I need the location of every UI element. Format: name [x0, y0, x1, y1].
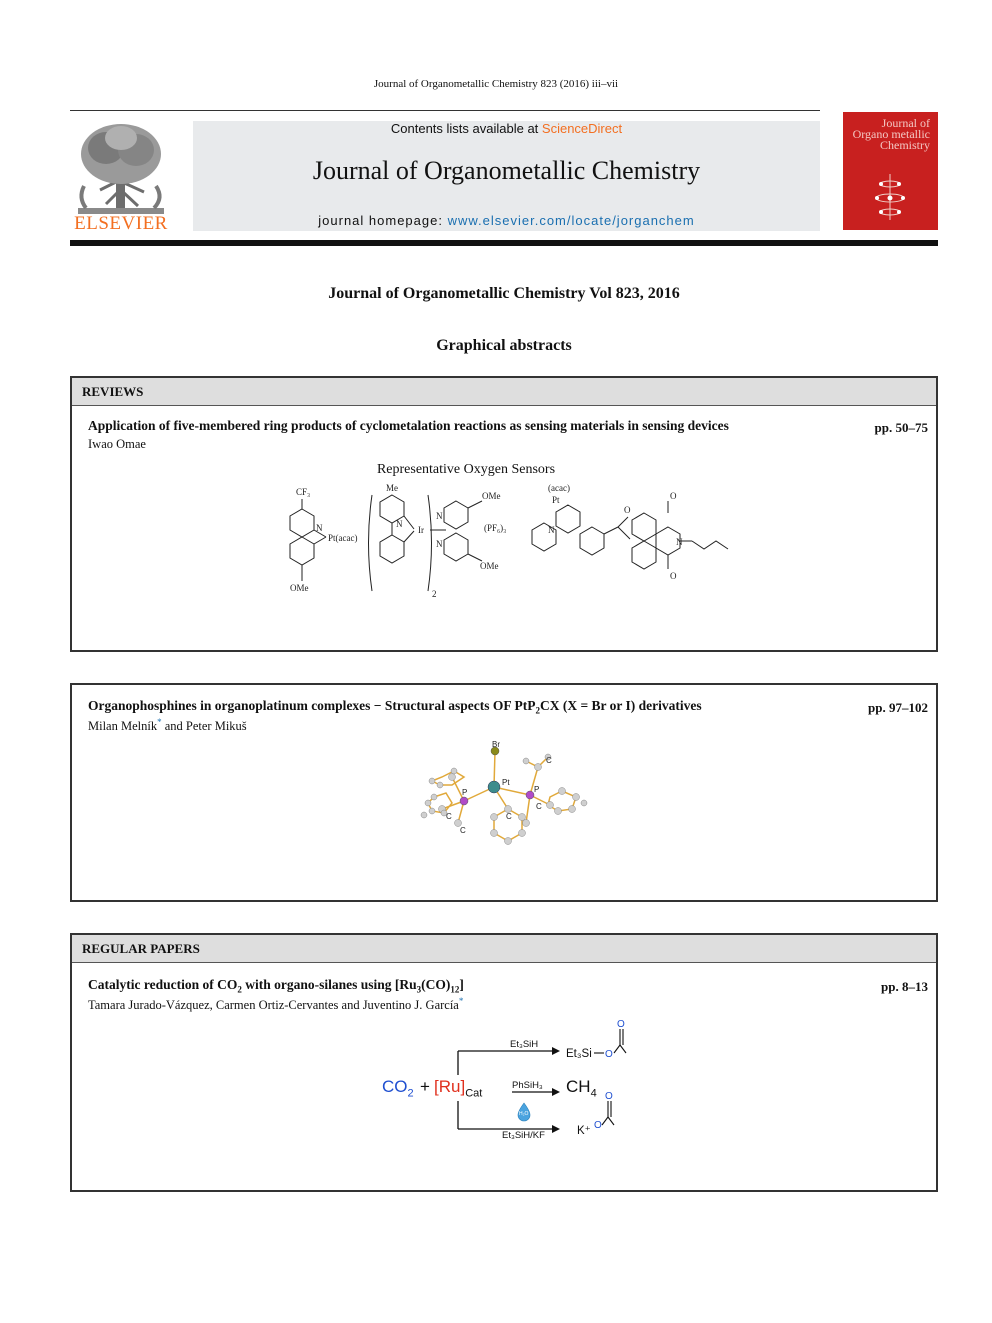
journal-cover	[843, 112, 938, 230]
plus-sign: +	[420, 1077, 430, 1096]
corresponding-author-icon[interactable]: *	[157, 717, 162, 727]
atom-label-pt: Pt	[502, 778, 510, 787]
homepage-link[interactable]: www.elsevier.com/locate/jorganchem	[447, 213, 695, 228]
atom-label-c1: C	[546, 756, 552, 765]
arrow-head-icon	[552, 1047, 560, 1055]
atom-label-c3: C	[460, 826, 466, 835]
contents-prefix: Contents lists available at	[390, 121, 542, 136]
atom-label-c4: C	[506, 812, 512, 821]
atom-label-br: Br	[492, 740, 500, 749]
label-acac: (acac)	[548, 483, 570, 493]
product-potassium-formate: K⁺	[577, 1125, 591, 1137]
title-part: with organo-silanes using [Ru	[241, 977, 417, 992]
phosphorus-atom-icon	[526, 791, 534, 799]
author-name: and Peter Mikuš	[161, 719, 247, 734]
article-authors	[88, 717, 247, 734]
arrow-head-icon	[552, 1125, 560, 1133]
cover-title: Journal of Organo metallic Chemistry	[852, 118, 930, 152]
ch-text: CH	[566, 1077, 591, 1096]
cover-molecule-icon	[843, 112, 938, 230]
contents-line	[193, 121, 820, 136]
label-n-ir: N	[396, 519, 403, 529]
platinum-atom-icon	[488, 781, 500, 793]
section-header-reviews: REVIEWS	[72, 378, 936, 406]
figure-caption: Representative Oxygen Sensors	[376, 462, 556, 477]
phosphorus-atom-icon	[460, 797, 468, 805]
atom-label-c2: C	[446, 812, 452, 821]
label-me: Me	[386, 483, 398, 493]
reactant-co2	[382, 1077, 414, 1099]
homepage-prefix: journal homepage:	[318, 213, 448, 228]
product-silyl-formate: Et₃Si	[566, 1048, 592, 1060]
corresponding-author-icon[interactable]: *	[458, 996, 464, 1006]
header-thick-rule	[70, 240, 938, 246]
oxygen-label: O	[617, 1019, 625, 1030]
cat-subscript: Cat	[465, 1087, 483, 1100]
oxygen-label: O	[605, 1091, 613, 1102]
label-ir: Ir	[418, 525, 424, 535]
label-pf6: (PF₆)₃	[484, 523, 507, 533]
journal-title: Journal of Organometallic Chemistry	[312, 156, 701, 185]
label-ome-3: OMe	[480, 561, 499, 571]
section-header-regular-papers: REGULAR PAPERS	[72, 935, 936, 963]
label-pt-acac: Pt(acac)	[328, 533, 358, 543]
label-n-5: N	[676, 537, 683, 547]
oxygen-label: O	[605, 1049, 613, 1060]
ch4-subscript: 4	[590, 1087, 597, 1100]
co2-text: CO	[382, 1077, 408, 1096]
label-n-2: N	[436, 511, 443, 521]
ru-text: [Ru]	[434, 1077, 466, 1096]
atom-label-c5: C	[536, 802, 542, 811]
article-pages: pp. 8–13	[881, 979, 928, 994]
reagent-bottom: Et₃SiH/KF	[502, 1130, 545, 1141]
oxygen-label: O	[594, 1120, 602, 1131]
label-n: N	[316, 523, 323, 533]
abstract-box-regular-papers	[70, 933, 938, 1192]
label-n-3: N	[436, 539, 443, 549]
article-authors: Iwao Omae	[88, 437, 146, 451]
volume-heading: Journal of Organometallic Chemistry Vol 823, 2016	[328, 285, 680, 302]
article-title[interactable]	[88, 698, 828, 716]
arrow-head-icon	[552, 1088, 560, 1096]
label-o-2: O	[670, 491, 677, 501]
formate-structures	[592, 1015, 652, 1145]
title-part: Catalytic reduction of CO	[88, 977, 238, 992]
oxygen-sensor-structures	[272, 483, 732, 608]
graphical-abstracts-heading: Graphical abstracts	[436, 337, 572, 354]
atom-label-p1: P	[462, 788, 468, 797]
water-label: H₂O	[519, 1111, 529, 1117]
article-title[interactable]: Application of five-membered ring products of cyclometalation reactions as sensing materials in sensing devices	[88, 418, 729, 433]
label-ome-2: OMe	[482, 491, 501, 501]
sciencedirect-link[interactable]: ScienceDirect	[541, 121, 623, 136]
title-subscript: 2	[535, 705, 540, 716]
label-pt: Pt	[552, 495, 560, 505]
title-subscript: 3	[416, 984, 422, 995]
atom-label-p2: P	[534, 785, 540, 794]
label-cf3: CF₃	[296, 487, 311, 497]
abstract-box-reviews-2	[70, 683, 938, 902]
title-part: (CO)	[421, 977, 451, 992]
title-subscript: 2	[237, 984, 242, 995]
article-authors	[88, 996, 463, 1013]
journal-citation: Journal of Organometallic Chemistry 823 (2016) iii–vii	[373, 78, 619, 90]
title-part: Organophosphines in organoplatinum complexes − Structural aspects OF PtP	[88, 698, 536, 713]
article-title[interactable]	[88, 977, 828, 995]
label-subscript-2: 2	[432, 589, 437, 599]
title-part: CX (X = Br or I) derivatives	[539, 698, 702, 713]
label-ome-1: OMe	[290, 583, 309, 593]
reagent-mid: PhSiH₃	[512, 1080, 543, 1091]
author-name: Milan Melník	[88, 719, 158, 734]
co2-subscript: 2	[407, 1087, 414, 1100]
label-n-4: N	[548, 525, 555, 535]
title-part: ]	[459, 977, 464, 992]
title-subscript: 12	[450, 984, 460, 995]
article-pages: pp. 50–75	[874, 420, 928, 435]
abstract-box-reviews-1	[70, 376, 938, 652]
article-pages: pp. 97–102	[868, 700, 928, 715]
header-rule	[70, 110, 820, 111]
label-o-3: O	[670, 571, 677, 581]
elsevier-logo	[70, 120, 172, 235]
author-names: Tamara Jurado-Vázquez, Carmen Ortiz-Cervantes and Juventino J. García	[88, 998, 459, 1013]
reagent-top: Et₃SiH	[510, 1039, 539, 1050]
journal-homepage	[193, 213, 820, 228]
crystal-structure-figure	[412, 737, 602, 867]
elsevier-wordmark: ELSEVIER	[74, 213, 168, 234]
label-o-1: O	[624, 505, 631, 515]
